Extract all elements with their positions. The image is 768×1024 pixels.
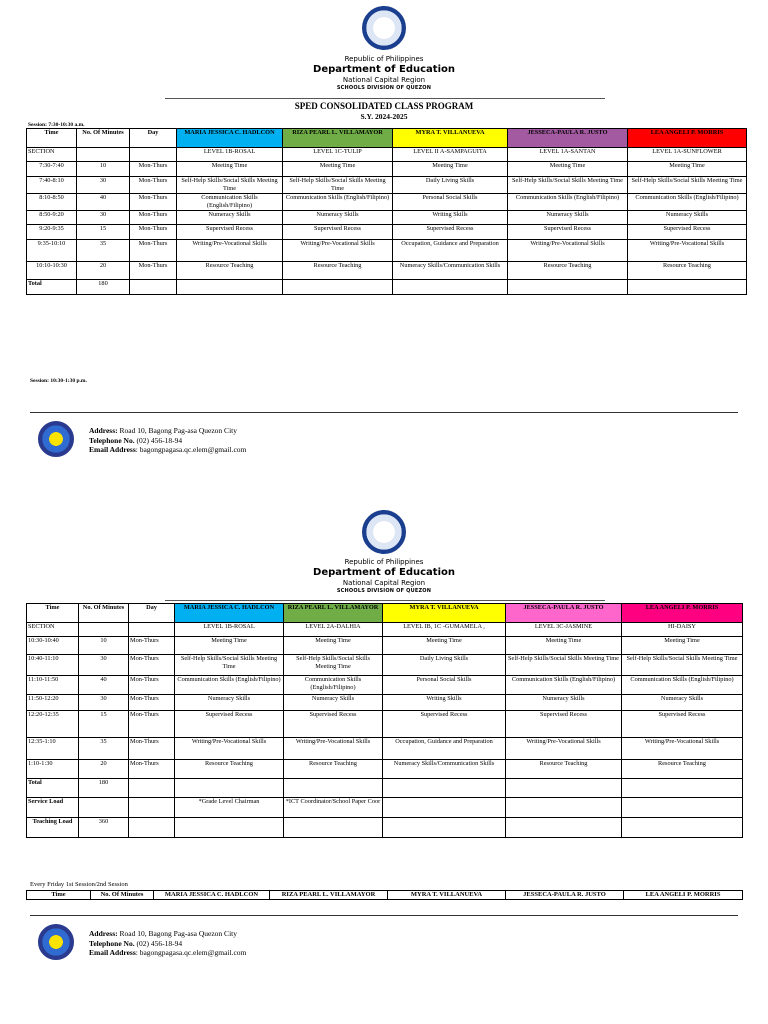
region-text: National Capital Region (342, 76, 426, 84)
subject-cell: Meeting Time (628, 162, 747, 177)
subject-cell: Meeting Time (508, 162, 628, 177)
day-cell: Mon-Thurs (129, 738, 175, 760)
subject-cell: Numeracy Skills (622, 695, 743, 711)
subject-cell: Supervised Recess (383, 711, 506, 738)
day-cell: Mon-Thurs (129, 695, 175, 711)
subject-cell: Resource Teaching (628, 262, 747, 280)
minutes-cell: 35 (77, 240, 130, 262)
subject-cell: Meeting Time (383, 637, 506, 655)
address-label: Address: (89, 929, 118, 938)
email-label: Email Address (89, 948, 136, 957)
subject-cell: Meeting Time (283, 162, 393, 177)
friday-label: Every Friday 1st Session/2nd Session (30, 881, 128, 888)
subject-cell: Daily Living Skills (393, 177, 508, 194)
col-day: Day (130, 129, 177, 148)
footer-divider (30, 915, 738, 916)
subject-cell: Supervised Recess (628, 225, 747, 240)
subject-cell: Numeracy Skills (284, 695, 383, 711)
minutes-cell: 30 (79, 695, 129, 711)
cell (383, 779, 506, 798)
time-cell: 10:30-10:40 (27, 637, 79, 655)
subject-cell: Supervised Recess (284, 711, 383, 738)
header-divider (165, 600, 605, 601)
section-cell: LEVEL II A-SAMPAGUITA (393, 148, 508, 162)
subject-cell: Supervised Recess (177, 225, 283, 240)
minutes-cell: 20 (77, 262, 130, 280)
subject-cell: Communication Skills (English/Filipino) (175, 676, 284, 695)
subject-cell: Writing Skills (393, 211, 508, 225)
friday-table (26, 890, 743, 900)
subject-cell: Writing/Pre-Vocational Skills (177, 240, 283, 262)
subject-cell: Resource Teaching (508, 262, 628, 280)
cell (622, 818, 743, 838)
time-cell: 7:40-8:10 (27, 177, 77, 194)
cell (508, 280, 628, 295)
subject-cell: Meeting Time (284, 637, 383, 655)
cell (130, 148, 177, 162)
subject-cell: Self-Help Skills/Social Skills Meeting Time (628, 177, 747, 194)
section-cell: LEVEL 1B-ROSAL (175, 623, 284, 637)
subject-cell: Writing/Pre-Vocational Skills (284, 738, 383, 760)
section-cell: HI-DAISY (622, 623, 743, 637)
minutes-cell: 40 (79, 676, 129, 695)
page1-header (0, 55, 768, 92)
minutes-cell: 35 (79, 738, 129, 760)
subject-cell: Numeracy Skills (177, 211, 283, 225)
subject-cell: Supervised Recess (175, 711, 284, 738)
subject-cell: Resource Teaching (506, 760, 622, 779)
teacher-header: RIZA PEARL L. VILLAMAYOR (284, 604, 383, 623)
time-cell: 8:10-8:50 (27, 194, 77, 211)
phone-label: Telephone No. (89, 938, 135, 948)
teacher-header: JESSECA-PAULA R. JUSTO (508, 129, 628, 148)
cell (130, 280, 177, 295)
day-cell: Mon-Thurs (130, 240, 177, 262)
friday-col: LEA ANGELI P. MORRIS (624, 891, 743, 900)
class-program-table-1 (26, 128, 747, 295)
subject-cell: Resource Teaching (177, 262, 283, 280)
section-cell: LEVEL 1B-ROSAL (177, 148, 283, 162)
cell (284, 818, 383, 838)
cell (383, 818, 506, 838)
subject-cell: Numeracy Skills/Communication Skills (393, 262, 508, 280)
total-value: 180 (77, 280, 130, 295)
minutes-cell: 30 (79, 655, 129, 676)
subject-cell: Meeting Time (393, 162, 508, 177)
subject-cell: Communication Skills (English/Filipino) (622, 676, 743, 695)
minutes-cell: 10 (79, 637, 129, 655)
subject-cell: Resource Teaching (175, 760, 284, 779)
cell (175, 818, 284, 838)
subject-cell: Resource Teaching (284, 760, 383, 779)
section-cell: LEVEL 1C-TULIP (283, 148, 393, 162)
teaching-load-value: 360 (79, 818, 129, 838)
time-cell: 12:20-12:35 (27, 711, 79, 738)
subject-cell: Writing/Pre-Vocational Skills (506, 738, 622, 760)
subject-cell: Numeracy Skills (628, 211, 747, 225)
subject-cell: Numeracy Skills (283, 211, 393, 225)
minutes-cell: 30 (77, 211, 130, 225)
teacher-header: RIZA PEARL L. VILLAMAYOR (283, 129, 393, 148)
subject-cell: Communication Skills (English/Filipino) (508, 194, 628, 211)
subject-cell: Meeting Time (177, 162, 283, 177)
email-text: : bagongpagasa.qc.elem@gmail.com (135, 948, 247, 957)
subject-cell: Meeting Time (506, 637, 622, 655)
subject-cell: Numeracy Skills (506, 695, 622, 711)
cell (393, 280, 508, 295)
address-text: Road 10, Bagong Pag-asa Quezon City (119, 426, 237, 435)
email-text: : bagongpagasa.qc.elem@gmail.com (135, 445, 247, 454)
cell (284, 779, 383, 798)
col-time: Time (27, 604, 79, 623)
subject-cell: Self-Help Skills/Social Skills Meeting Time (177, 177, 283, 194)
subject-cell: Writing/Pre-Vocational Skills (283, 240, 393, 262)
header-divider (165, 98, 605, 99)
day-cell: Mon-Thurs (130, 162, 177, 177)
service-load-cell: *ICT Coordinator/School Paper Coor (284, 798, 383, 818)
phone-text: (02) 456-18-94 (136, 938, 183, 948)
friday-col: MARIA JESSICA C. HADLCON (154, 891, 270, 900)
service-load-cell (383, 798, 506, 818)
time-cell: 10:10-10:30 (27, 262, 77, 280)
service-load-label: Service Load (27, 798, 79, 818)
minutes-cell: 15 (79, 711, 129, 738)
cell (175, 779, 284, 798)
section-cell: LEVEL IB, 1C -GUMAMELA , (383, 623, 506, 637)
republic-text: Republic of Philippines (344, 55, 424, 63)
deped-seal-icon (362, 510, 406, 554)
subject-cell: Self-Help Skills/Social Skills Meeting Time (175, 655, 284, 676)
subject-cell: Self-Help Skills/Social Skills Meeting Time (508, 177, 628, 194)
teaching-load-label: Teaching Load (27, 818, 79, 838)
subject-cell: Occupation, Guidance and Preparation (393, 240, 508, 262)
email-label: Email Address (89, 445, 136, 454)
footer-address-block (89, 426, 246, 455)
session-2-label: Session: 10:30-1:30 p.m. (30, 378, 87, 384)
section-label: SECTION (27, 148, 77, 162)
day-cell: Mon-Thurs (130, 262, 177, 280)
cell (79, 623, 129, 637)
subject-cell: Self-Help Skills/Social Skills Meeting Time (283, 177, 393, 194)
region-text: National Capital Region (342, 579, 426, 587)
subject-cell: Writing/Pre-Vocational Skills (508, 240, 628, 262)
cell (506, 818, 622, 838)
subject-cell: Communication Skills (English/Filipino) (506, 676, 622, 695)
day-cell: Mon-Thurs (130, 177, 177, 194)
subject-cell: Resource Teaching (622, 760, 743, 779)
department-text: Department of Education (313, 64, 455, 75)
teacher-header: MARIA JESSICA C. HADLCON (177, 129, 283, 148)
day-cell: Mon-Thurs (129, 637, 175, 655)
teacher-header: MYRA T. VILLANUEVA (383, 604, 506, 623)
day-cell: Mon-Thurs (130, 211, 177, 225)
cell (129, 623, 175, 637)
minutes-cell: 10 (77, 162, 130, 177)
program-title: SPED CONSOLIDATED CLASS PROGRAM (294, 101, 474, 111)
subject-cell: Meeting Time (175, 637, 284, 655)
col-minutes: No. Of Minutes (77, 129, 130, 148)
subject-cell: Supervised Recess (622, 711, 743, 738)
day-cell: Mon-Thurs (129, 655, 175, 676)
day-cell: Mon-Thurs (130, 225, 177, 240)
cell (177, 280, 283, 295)
time-cell: 11:10-11:50 (27, 676, 79, 695)
time-cell: 1:10-1:30 (27, 760, 79, 779)
subject-cell: Numeracy Skills/Communication Skills (383, 760, 506, 779)
school-logo-icon (38, 421, 74, 457)
day-cell: Mon-Thurs (130, 194, 177, 211)
subject-cell: Personal Social Skills (383, 676, 506, 695)
subject-cell: Supervised Recess (393, 225, 508, 240)
page2-header (0, 558, 768, 595)
teacher-header: MARIA JESSICA C. HADLCON (175, 604, 284, 623)
subject-cell: Daily Living Skills (383, 655, 506, 676)
col-time: Time (27, 129, 77, 148)
school-year: S.Y. 2024-2025 (360, 112, 408, 121)
friday-col: No. Of Minutes (91, 891, 154, 900)
time-cell: 12:35-1:10 (27, 738, 79, 760)
service-load-cell: *Grade Level Chairman (175, 798, 284, 818)
cell (79, 798, 129, 818)
division-text: SCHOOLS DIVISION OF QUEZON (336, 85, 432, 91)
day-cell: Mon-Thurs (129, 711, 175, 738)
section-cell: LEVEL 1A-SANTAN (508, 148, 628, 162)
teacher-header: JESSECA-PAULA R. JUSTO (506, 604, 622, 623)
cell (506, 779, 622, 798)
minutes-cell: 40 (77, 194, 130, 211)
total-value: 180 (79, 779, 129, 798)
subject-cell: Supervised Recess (508, 225, 628, 240)
subject-cell: Supervised Recess (506, 711, 622, 738)
cell (129, 779, 175, 798)
col-day: Day (129, 604, 175, 623)
subject-cell: Writing/Pre-Vocational Skills (175, 738, 284, 760)
address-label: Address: (89, 426, 118, 435)
school-logo-icon (38, 924, 74, 960)
section-label: SECTION (27, 623, 79, 637)
minutes-cell: 20 (79, 760, 129, 779)
friday-col: MYRA T. VILLANUEVA (388, 891, 506, 900)
subject-cell: Meeting Time (622, 637, 743, 655)
teacher-header: MYRA T. VILLANUEVA (393, 129, 508, 148)
cell (628, 280, 747, 295)
address-text: Road 10, Bagong Pag-asa Quezon City (119, 929, 237, 938)
subject-cell: Communication Skills (English/Filipino) (283, 194, 393, 211)
time-cell: 9:20-9:35 (27, 225, 77, 240)
subject-cell: Communication Skills (English/Filipino) (284, 676, 383, 695)
time-cell: 7:30-7:40 (27, 162, 77, 177)
division-text: SCHOOLS DIVISION OF QUEZON (336, 588, 432, 594)
subject-cell: Writing Skills (383, 695, 506, 711)
section-cell: LEVEL 3C-JASMINE (506, 623, 622, 637)
subject-cell: Numeracy Skills (175, 695, 284, 711)
cell (129, 818, 175, 838)
time-cell: 8:50-9:20 (27, 211, 77, 225)
total-label: Total (27, 280, 77, 295)
time-cell: 11:50-12:20 (27, 695, 79, 711)
subject-cell: Self-Help Skills/Social Skills Meeting Time (622, 655, 743, 676)
session-label: Session: 7:30-10:30 a.m. (28, 122, 85, 128)
service-load-cell (506, 798, 622, 818)
teacher-header: LEA ANGELI P. MORRIS (622, 604, 743, 623)
service-load-cell (622, 798, 743, 818)
cell (622, 779, 743, 798)
subject-cell: Resource Teaching (283, 262, 393, 280)
col-minutes: No. Of Minutes (79, 604, 129, 623)
phone-text: (02) 456-18-94 (136, 435, 183, 445)
friday-col: JESSECA-PAULA R. JUSTO (506, 891, 624, 900)
department-text: Department of Education (313, 567, 455, 578)
friday-col: Time (27, 891, 91, 900)
subject-cell: Numeracy Skills (508, 211, 628, 225)
subject-cell: Self-Help Skills/Social Skills Meeting Time (506, 655, 622, 676)
subject-cell: Personal Social Skills (393, 194, 508, 211)
deped-seal-icon (362, 6, 406, 50)
day-cell: Mon-Thurs (129, 676, 175, 695)
footer-address-block (89, 929, 246, 958)
subject-cell: Occupation, Guidance and Preparation (383, 738, 506, 760)
subject-cell: Writing/Pre-Vocational Skills (622, 738, 743, 760)
footer-divider (30, 412, 738, 413)
teacher-header: LEA ANGELI P. MORRIS (628, 129, 747, 148)
subject-cell: Self-Help Skills/Social Skills Meeting Time (284, 655, 383, 676)
time-cell: 10:40-11:10 (27, 655, 79, 676)
total-label: Total (27, 779, 79, 798)
subject-cell: Writing/Pre-Vocational Skills (628, 240, 747, 262)
section-cell: LEVEL 2A-DALHIA (284, 623, 383, 637)
phone-label: Telephone No. (89, 435, 135, 445)
section-cell: LEVEL 1A-SUNFLOWER (628, 148, 747, 162)
subject-cell: Communication Skills (English/Filipino) (177, 194, 283, 211)
subject-cell: Communication Skills (English/Filipino) (628, 194, 747, 211)
cell (129, 798, 175, 818)
minutes-cell: 30 (77, 177, 130, 194)
cell (77, 148, 130, 162)
day-cell: Mon-Thurs (129, 760, 175, 779)
friday-col: RIZA PEARL L. VILLAMAYOR (270, 891, 388, 900)
minutes-cell: 15 (77, 225, 130, 240)
class-program-table-2 (26, 603, 743, 838)
subject-cell: Supervised Recess (283, 225, 393, 240)
cell (283, 280, 393, 295)
republic-text: Republic of Philippines (344, 558, 424, 566)
time-cell: 9:35-10:10 (27, 240, 77, 262)
